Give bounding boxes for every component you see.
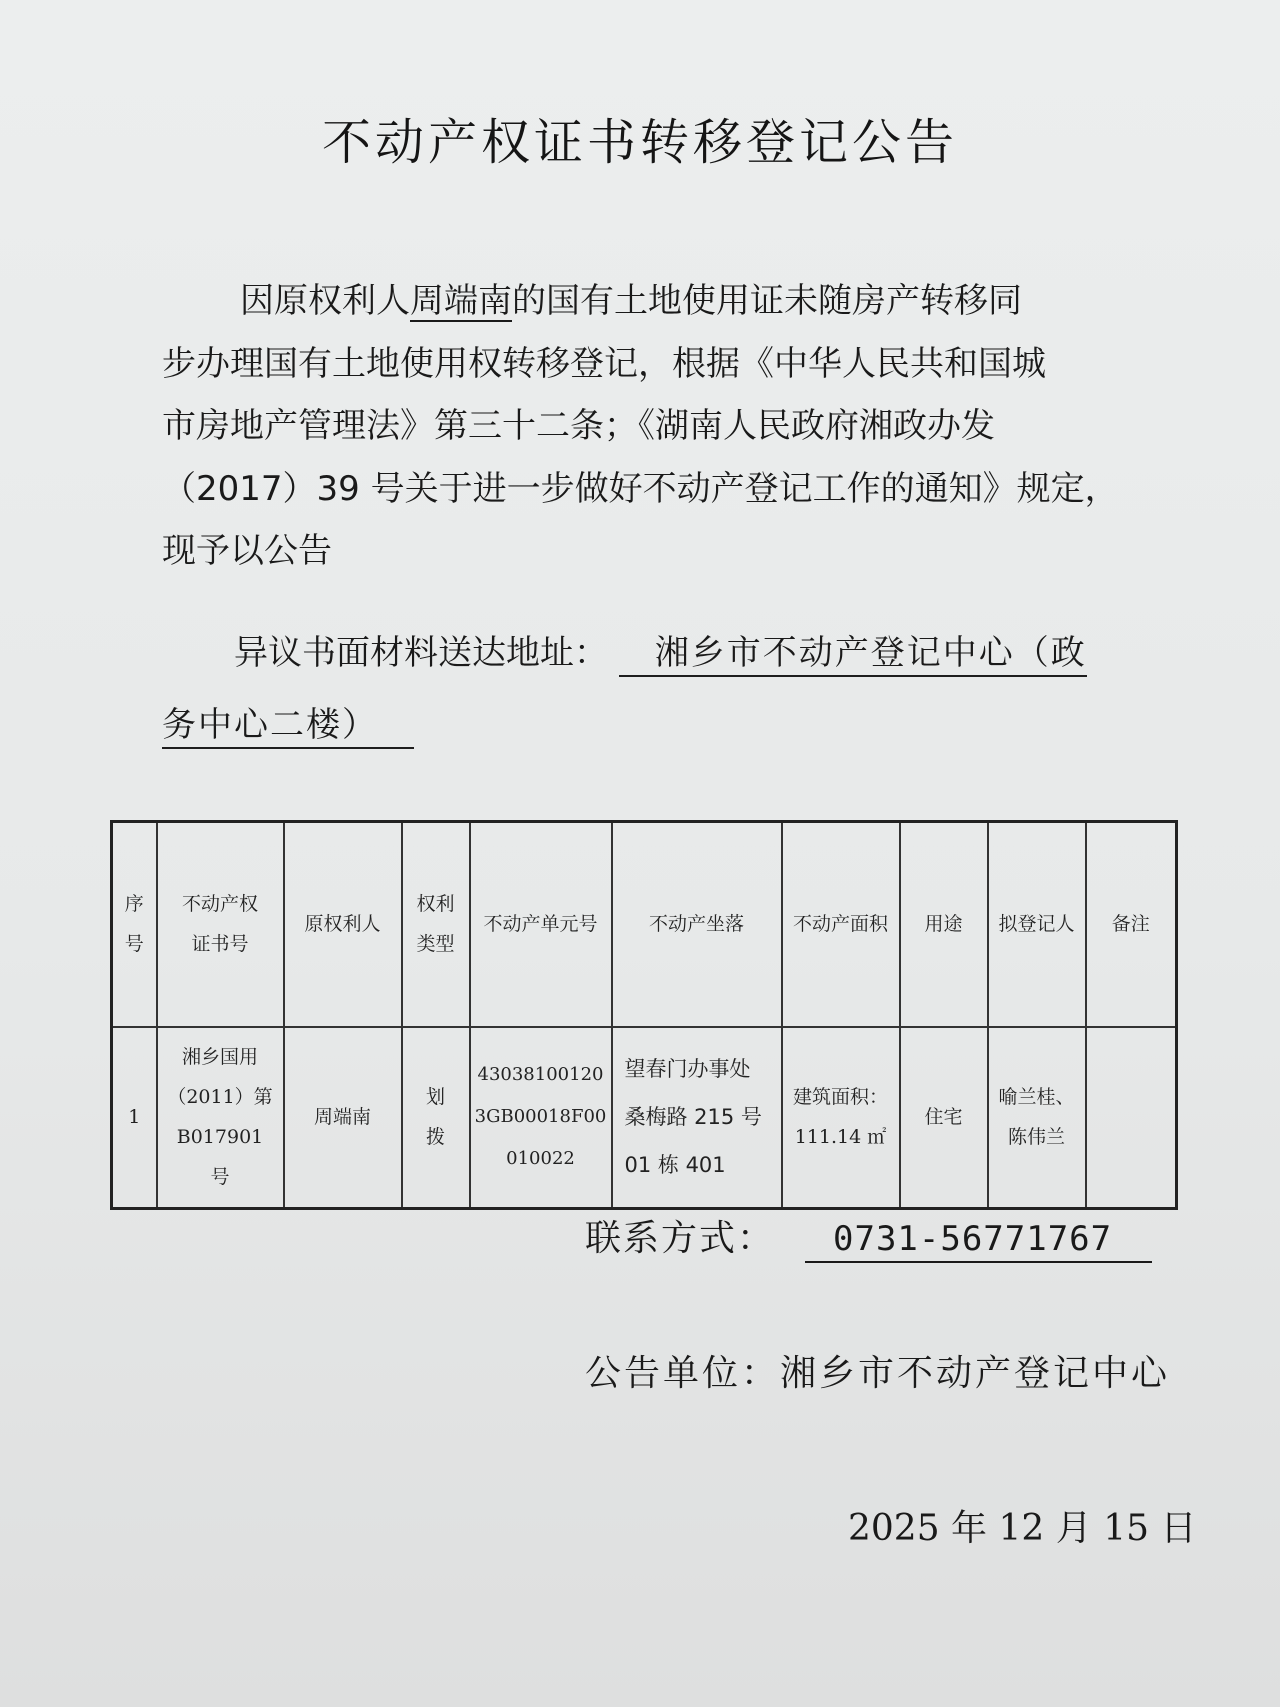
header-right-type-line-1: 权利: [416, 893, 455, 916]
notice-body: [162, 270, 1122, 583]
cell-cert-no-line-3: B017901: [176, 1126, 264, 1149]
cell-cert-no-line-2: （2011）第: [167, 1086, 273, 1109]
header-unit-no: 不动产单元号: [470, 822, 612, 1027]
cell-holder: 周端南: [284, 1027, 402, 1209]
header-new-holder: 拟登记人: [988, 822, 1086, 1027]
cell-area-line-2: 111.14 ㎡: [794, 1126, 887, 1149]
cell-new-holder: [988, 1027, 1086, 1209]
body-line-3: 市房地产管理法》第三十二条；《湖南人民政府湘政办发: [162, 406, 995, 446]
objection-address-block: [162, 617, 1122, 761]
cell-location: [612, 1027, 782, 1209]
header-cert-no-line-1: 不动产权: [181, 893, 258, 916]
cell-unit-no: [470, 1027, 612, 1209]
header-location: 不动产坐落: [612, 822, 782, 1027]
registration-table: [110, 820, 1178, 1210]
cell-location-line-2: 桑梅路 215 号: [624, 1105, 762, 1130]
objection-address-part-1: 湘乡市不动产登记中心（政: [619, 633, 1087, 677]
body-line-1: [162, 270, 1122, 333]
objection-line-2: [162, 689, 1122, 761]
intro-line-1-rest: 的国有土地使用证未随房产转移同: [512, 281, 1022, 321]
contact-label: 联系方式：: [585, 1218, 776, 1259]
objection-line-1: [162, 617, 1122, 689]
issuing-unit: 公告单位：湘乡市不动产登记中心: [585, 1353, 1171, 1394]
cell-unit-no-line-2: 3GB00018F00: [474, 1106, 607, 1128]
header-right-type: [402, 822, 470, 1027]
cell-right-type-line-2: 拨: [425, 1126, 445, 1149]
cell-unit-no-line-3: 010022: [506, 1148, 575, 1170]
header-seq: 序号: [112, 822, 157, 1027]
cell-right-type: [402, 1027, 470, 1209]
cell-location-line-1: 望春门办事处: [624, 1057, 751, 1082]
header-remarks: 备注: [1086, 822, 1177, 1027]
header-cert-no-line-2: 证书号: [191, 933, 249, 956]
intro-prefix: 因原权利人: [240, 281, 410, 321]
cell-new-holder-line-1: 喻兰桂、: [998, 1086, 1075, 1109]
header-cert-no: [157, 822, 284, 1027]
cell-area-line-1: 建筑面积：: [792, 1086, 888, 1109]
cell-unit-no-line-1: 43038100120: [477, 1064, 604, 1086]
cell-usage: 住宅: [900, 1027, 988, 1209]
cell-cert-no-line-4: 号: [210, 1166, 230, 1189]
cell-cert-no-line-1: 湘乡国用: [181, 1046, 258, 1069]
cell-new-holder-line-2: 陈伟兰: [1007, 1126, 1065, 1149]
objection-address-part-2: 务中心二楼）: [162, 705, 414, 749]
notice-date: 2025 年 12 月 15 日: [848, 1508, 1197, 1549]
header-usage: 用途: [900, 822, 988, 1027]
body-line-5: 现予以公告: [162, 531, 332, 571]
cell-right-type-line-1: 划: [425, 1086, 445, 1109]
objection-label: 异议书面材料送达地址：: [234, 633, 608, 673]
body-line-2: 步办理国有土地使用权转移登记，根据《中华人民共和国城: [162, 343, 1046, 384]
body-line-4: （2017）39 号关于进一步做好不动产登记工作的通知》规定，: [162, 468, 1119, 509]
header-holder: 原权利人: [284, 822, 402, 1027]
contact-line: [585, 1210, 1152, 1263]
cell-area: [782, 1027, 900, 1209]
table-header-row: [112, 822, 1177, 1027]
contact-phone: 0731-56771767: [805, 1219, 1152, 1263]
notice-title: 不动产权证书转移登记公告: [321, 114, 958, 171]
cell-cert-no: [157, 1027, 284, 1209]
header-right-type-line-2: 类型: [416, 933, 455, 956]
cell-seq: 1: [112, 1027, 157, 1209]
cell-remarks: [1086, 1027, 1177, 1209]
header-area: 不动产面积: [782, 822, 900, 1027]
original-holder-name: 周端南: [410, 281, 512, 321]
table-row: [112, 1027, 1177, 1209]
cell-location-line-3: 01 栋 401: [624, 1153, 726, 1178]
